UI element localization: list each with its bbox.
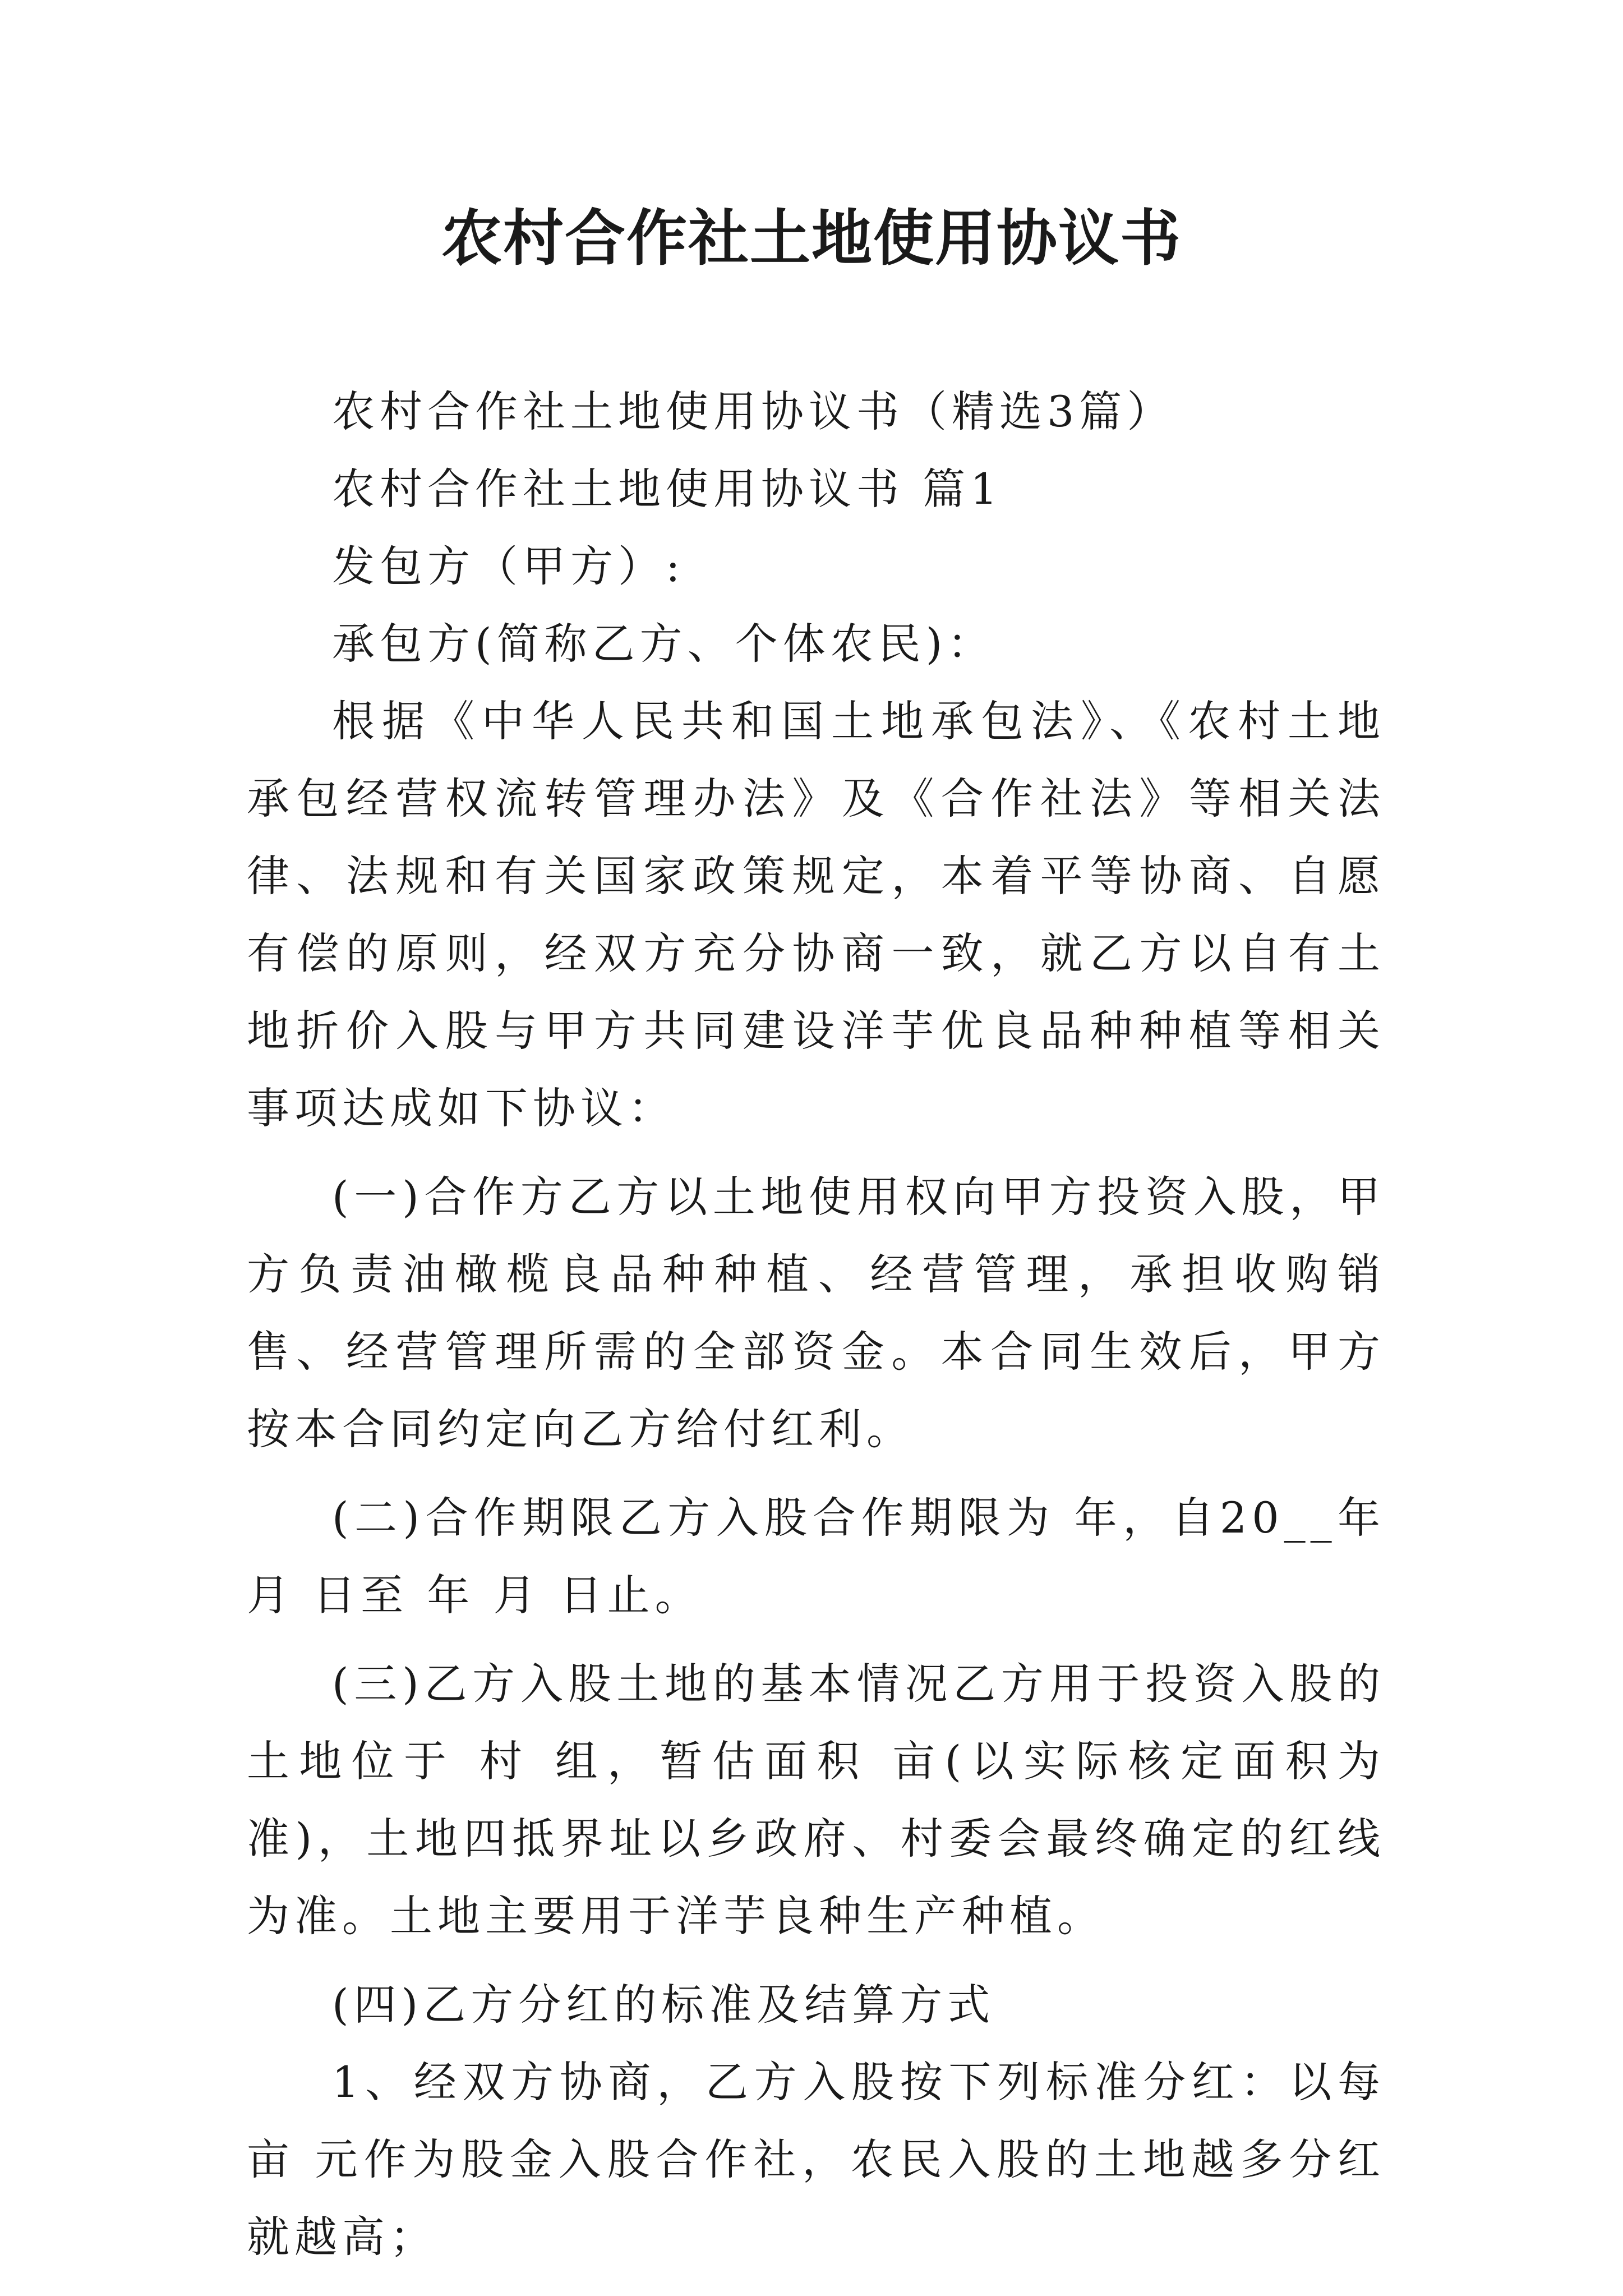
document-body [247, 373, 1385, 2276]
paragraph-preamble: 根据《中华人民共和国土地承包法》、《农村土地承包经营权流转管理办法》及《合作社法》等相关法律、法规和有关国家政策规定，本着平等协商、自愿有偿的原则，经双方充分协商一致，就乙方以自有土地折价入股与甲方共同建设洋芋优良品种种植等相关事项达成如下协议： [247, 696, 1385, 1133]
document-title: 农村合作社土地使用协议书 [441, 203, 1182, 274]
paragraph-section-heading: 农村合作社土地使用协议书 篇1 [332, 464, 1003, 514]
paragraph-collection-heading: 农村合作社土地使用协议书（精选3篇） [332, 386, 1175, 436]
paragraph-party-a: 发包方（甲方）: [332, 541, 685, 591]
paragraph-party-b: 承包方(简称乙方、个体农民)： [332, 619, 995, 669]
paragraph-clause-4: (四)乙方分红的标准及结算方式 [332, 1980, 995, 2030]
paragraph-clause-3: (三)乙方入股土地的基本情况乙方用于投资入股的土地位于 村 组，暂估面积 亩(以实际核定面积为准)，土地四抵界址以乡政府、村委会最终确定的红线为准。土地主要用于洋芋良种生产种植。 [247, 1659, 1385, 1941]
paragraph-clause-2: (二)合作期限乙方入股合作期限为 年，自20__年 月 日至 年 月 日止。 [247, 1493, 1385, 1620]
paragraph-dividend-standard: 1、经双方协商，乙方入股按下列标准分红：以每亩 元作为股金入股合作社，农民入股的土地越多分红就越高； [247, 2057, 1385, 2262]
paragraph-clause-1: (一)合作方乙方以土地使用权向甲方投资入股，甲方负责油橄榄良品种种植、经营管理，承担收购销售、经营管理所需的全部资金。本合同生效后，甲方按本合同约定向乙方给付红利。 [247, 1172, 1385, 1454]
